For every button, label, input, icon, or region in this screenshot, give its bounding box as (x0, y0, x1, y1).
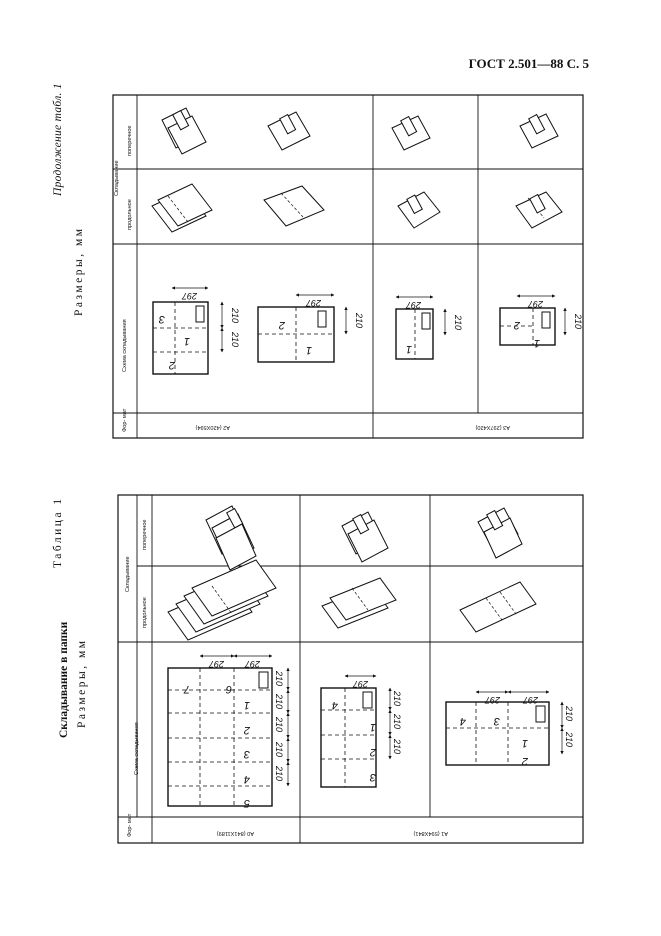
scheme-a0 (168, 656, 288, 806)
section-title: Складывание в папки (58, 621, 70, 738)
header-folding-bottom: Складывание (125, 556, 131, 592)
dim-210-a1-3: 210 (392, 739, 402, 755)
dim-210-a0-2: 210 (274, 694, 284, 710)
header-transverse-top: поперечное (127, 125, 133, 156)
fold-num-a1-2: 2 (369, 746, 376, 758)
dim-297-a3: 297 (405, 300, 421, 310)
format-a0: А0 (841Х1189) (216, 830, 254, 836)
fold-num-a0-1: 1 (243, 699, 250, 711)
header-scheme-top: Схема складывания (122, 319, 128, 372)
fold-num-a0-6: 6 (225, 683, 232, 695)
fold-num-a3-1: 1 (405, 343, 412, 355)
fold-num-a3alt-2: 2 (513, 319, 520, 331)
fold-num-a2-2: 2 (168, 359, 175, 371)
fold-num-a3alt-1: 1 (533, 337, 540, 349)
fold-num-a0-7: 7 (183, 683, 190, 695)
fold-num-a1alt-1: 1 (521, 737, 528, 749)
dim-210-a0-1: 210 (274, 671, 284, 687)
dim-210-a1-alt-1: 210 (564, 706, 574, 722)
fold-num-a0-5: 5 (243, 797, 250, 809)
fold-num-a1-3: 3 (369, 771, 376, 783)
header-transverse-bottom: поперечное (142, 519, 148, 550)
header-longitudinal-bottom: продольное (142, 597, 148, 628)
dim-297-a0-right: 297 (244, 659, 260, 669)
dim-210-a1-1: 210 (392, 691, 402, 707)
header-scheme-bottom: Схема складывания (134, 722, 140, 775)
dim-210-a1-2: 210 (392, 714, 402, 730)
fold-num-a2-1: 1 (183, 335, 190, 347)
dim-297-a0-left: 297 (208, 659, 224, 669)
dim-210-a2-upper: 210 (230, 308, 240, 324)
scheme-a1 (321, 676, 390, 787)
fold-num-a1alt-4: 4 (459, 715, 466, 727)
header-folding-top: Складывание (114, 160, 120, 196)
dim-210-a0-3: 210 (274, 717, 284, 733)
dim-297-a1: 297 (352, 679, 368, 689)
format-a1: А1 (594Х841) (413, 830, 448, 836)
dim-297-a1-alt-right: 297 (522, 695, 538, 705)
dim-210-a0-4: 210 (274, 742, 284, 758)
format-a3: А3 (297Х420) (475, 424, 510, 430)
fold-num-a1alt-2: 2 (521, 755, 528, 767)
dim-297-a2: 297 (181, 291, 197, 301)
continuation-label: Продолжение табл. 1 (52, 83, 64, 196)
dim-210-a3: 210 (453, 315, 463, 331)
header-format-top: Фор- мат (122, 408, 128, 432)
dim-210-a1-alt-2: 210 (564, 732, 574, 748)
fold-num-a0-3: 3 (243, 748, 250, 760)
fold-num-a1alt-3: 3 (493, 715, 500, 727)
dim-210-a2-alt: 210 (354, 313, 364, 329)
fold-num-a0-2: 2 (243, 724, 250, 736)
dim-297-a3-alt: 297 (527, 299, 543, 309)
scheme-a1-alt (446, 692, 562, 765)
dim-210-a3-alt: 210 (573, 314, 583, 330)
sizes-label-bottom: Размеры, мм (76, 638, 88, 728)
format-a2: А2 (420Х594) (195, 424, 230, 430)
fold-num-a0-4: 4 (243, 773, 250, 785)
dim-210-a0-5: 210 (274, 766, 284, 782)
fold-illustrations-top (152, 108, 562, 232)
fold-num-a1-4: 4 (331, 699, 338, 711)
fold-illustrations-bottom (168, 506, 536, 640)
table-label: Таблица 1 (52, 496, 64, 568)
fold-num-a1-1: 1 (369, 721, 376, 733)
dim-297-a1-alt-left: 297 (484, 695, 500, 705)
fold-num-a2alt-1: 1 (305, 344, 312, 356)
sizes-label-top: Размеры, мм (73, 226, 85, 316)
fold-num-a2alt-2: 2 (278, 319, 285, 331)
dim-297-a2-alt: 297 (305, 298, 321, 308)
dim-210-a2-lower: 210 (230, 332, 240, 348)
scheme-a2-alt (258, 295, 346, 362)
fold-num-a2-3: 3 (158, 313, 165, 325)
page-header: ГОСТ 2.501—88 С. 5 (468, 56, 589, 71)
header-longitudinal-top: продольное (127, 199, 133, 230)
header-format-bottom: Фор- мат (127, 813, 133, 837)
